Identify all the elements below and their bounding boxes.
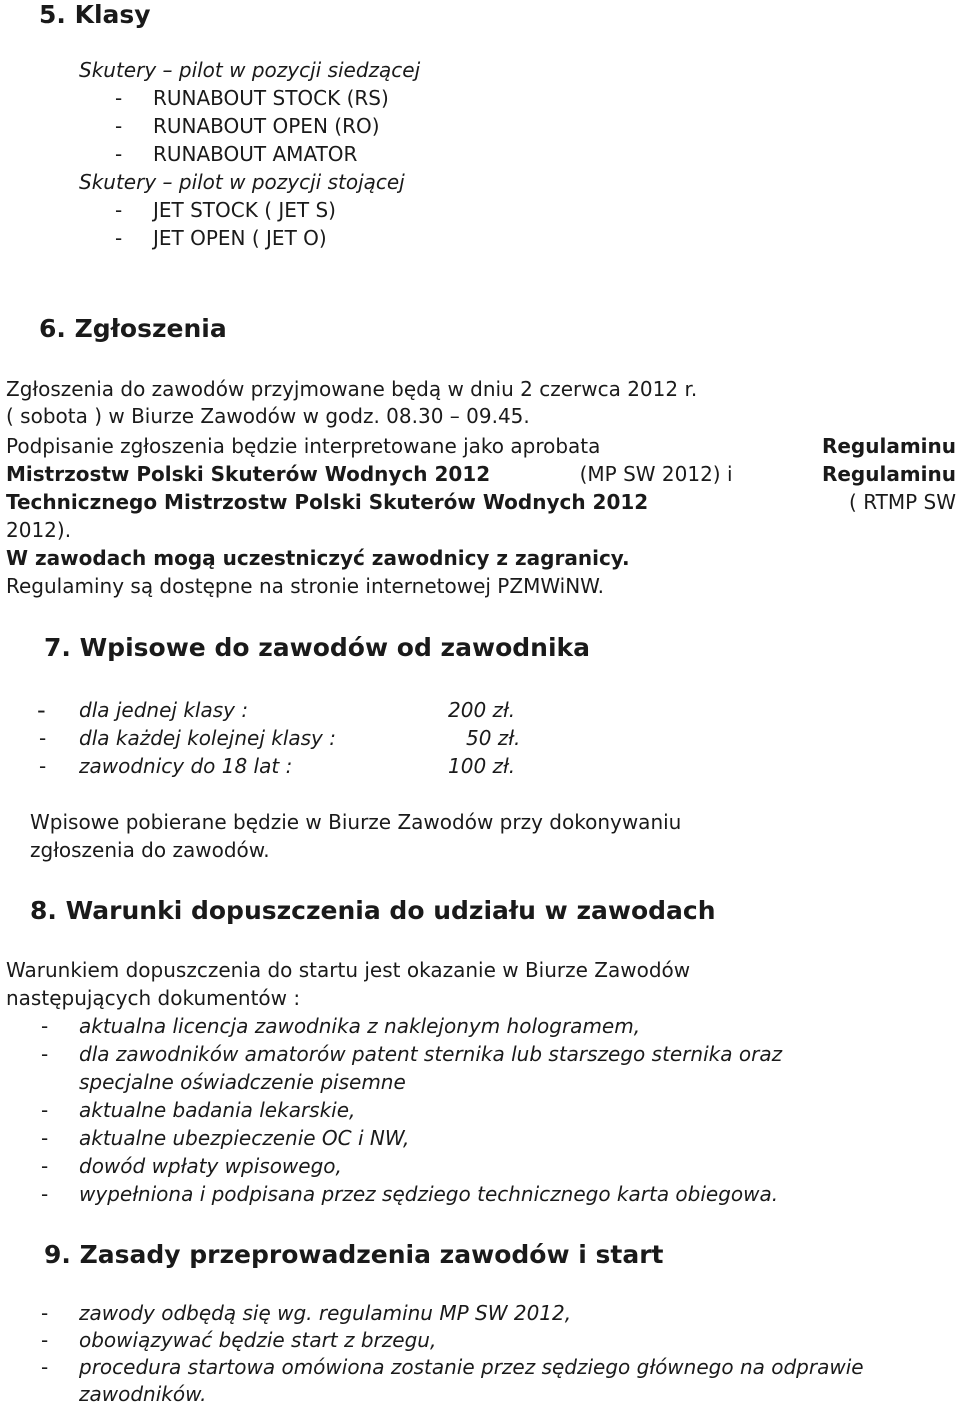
list-dash: - <box>41 1355 49 1379</box>
entry-time-line: ( sobota ) w Biurze Zawodów w godz. 08.30 – 09.45. <box>6 404 530 428</box>
fee-note-line-2: zgłoszenia do zawodów. <box>30 838 270 862</box>
list-dash: - <box>115 114 123 138</box>
rule-item: zawody odbędą się wg. regulaminu MP SW 2012, <box>79 1301 572 1325</box>
document-item: dla zawodników amatorów patent sternika lub starszego sternika oraz <box>79 1042 783 1066</box>
section-9-heading: 9. Zasady przeprowadzenia zawodów i start <box>44 1240 664 1269</box>
list-dash: - <box>41 1098 49 1122</box>
approval-line-3 <box>6 490 956 514</box>
foreign-competitors-note: W zawodach mogą uczestniczyć zawodnicy z zagranicy. <box>6 546 630 570</box>
class-item: JET OPEN ( JET O) <box>153 226 327 250</box>
approval-line-1 <box>6 434 956 458</box>
list-dash: - <box>41 1328 49 1352</box>
list-dash: - <box>115 86 123 110</box>
admission-intro-line-1: Warunkiem dopuszczenia do startu jest okazanie w Biurze Zawodów <box>6 958 691 982</box>
entry-date-line: Zgłoszenia do zawodów przyjmowane będą w dniu 2 czerwca 2012 r. <box>6 377 698 401</box>
document-item: aktualne ubezpieczenie OC i NW, <box>79 1126 410 1150</box>
list-dash: - <box>41 1154 49 1178</box>
list-dash: - <box>41 1126 49 1150</box>
list-dash: - <box>37 696 46 724</box>
list-dash: - <box>115 226 123 250</box>
fee-label: dla każdej kolejnej klasy : <box>79 726 336 750</box>
document-item: wypełniona i podpisana przez sędziego technicznego karta obiegowa. <box>79 1182 779 1206</box>
regulations-availability-note: Regulaminy są dostępne na stronie internetowej PZMWiNW. <box>6 574 605 598</box>
rule-item-continued: zawodników. <box>79 1382 207 1406</box>
class-group-standing: Skutery – pilot w pozycji stojącej <box>79 170 405 194</box>
list-dash: - <box>115 142 123 166</box>
section-8-heading: 8. Warunki dopuszczenia do udziału w zawodach <box>30 896 716 925</box>
championship-abbr: (MP SW 2012) i <box>579 462 733 486</box>
regulation-term: Regulaminu <box>821 462 956 486</box>
document-item: aktualne badania lekarskie, <box>79 1098 356 1122</box>
approval-line-4: 2012). <box>6 518 72 542</box>
fee-label: zawodnicy do 18 lat : <box>79 754 293 778</box>
rule-item: procedura startowa omówiona zostanie przez sędziego głównego na odprawie <box>79 1355 864 1379</box>
list-dash: - <box>41 1014 49 1038</box>
admission-intro-line-2: następujących dokumentów : <box>6 986 301 1010</box>
class-item: RUNABOUT STOCK (RS) <box>153 86 389 110</box>
rule-item: obowiązywać będzie start z brzegu, <box>79 1328 437 1352</box>
championship-name: Mistrzostw Polski Skuterów Wodnych 2012 <box>6 462 491 486</box>
regulation-term: Regulaminu <box>821 434 956 458</box>
fee-note-line-1: Wpisowe pobierane będzie w Biurze Zawodów przy dokonywaniu <box>30 810 682 834</box>
list-dash: - <box>39 726 47 750</box>
list-dash: - <box>41 1182 49 1206</box>
section-6-heading: 6. Zgłoszenia <box>39 314 227 343</box>
list-dash: - <box>39 754 47 778</box>
class-group-seated: Skutery – pilot w pozycji siedzącej <box>79 58 421 82</box>
document-item-continued: specjalne oświadczenie pisemne <box>79 1070 406 1094</box>
list-dash: - <box>41 1042 49 1066</box>
list-dash: - <box>115 198 123 222</box>
fee-price: 100 zł. <box>448 754 516 778</box>
document-item: dowód wpłaty wpisowego, <box>79 1154 342 1178</box>
class-item: RUNABOUT AMATOR <box>153 142 358 166</box>
class-item: JET STOCK ( JET S) <box>153 198 336 222</box>
fee-price: 50 zł. <box>466 726 521 750</box>
approval-line-2 <box>6 462 956 486</box>
document-item: aktualna licencja zawodnika z naklejonym hologramem, <box>79 1014 641 1038</box>
approval-text: Podpisanie zgłoszenia będzie interpretowane jako aprobata <box>6 434 601 458</box>
class-item: RUNABOUT OPEN (RO) <box>153 114 380 138</box>
section-5-heading: 5. Klasy <box>39 0 151 29</box>
section-7-heading: 7. Wpisowe do zawodów od zawodnika <box>44 633 591 662</box>
technical-regulation-name: Technicznego Mistrzostw Polski Skuterów Wodnych 2012 <box>6 490 649 514</box>
fee-label: dla jednej klasy : <box>79 698 249 722</box>
list-dash: - <box>41 1301 49 1325</box>
technical-abbr: ( RTMP SW <box>849 490 956 514</box>
fee-price: 200 zł. <box>448 698 516 722</box>
